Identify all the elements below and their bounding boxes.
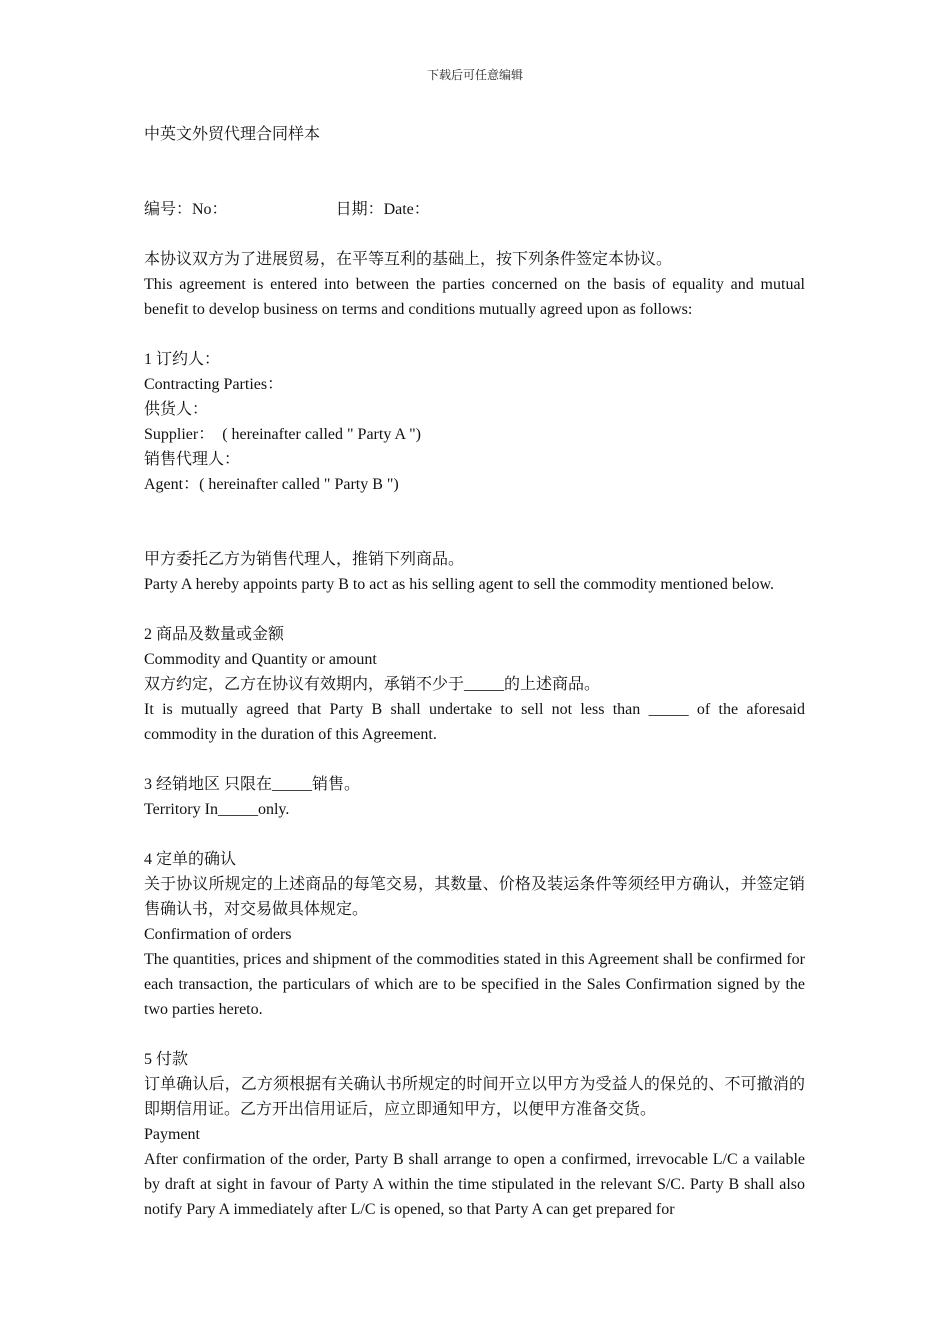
section1-heading-en: Contracting Parties： <box>144 376 284 393</box>
section5-heading-cn: 5 付款 <box>144 1051 189 1068</box>
section5-body-cn: 订单确认后，乙方须根据有关确认书所规定的时间开立以甲方为受益人的保兑的、不可撤消的即期信用证。乙方开出信用证后，应立即通知甲方，以便甲方准备交货。 <box>144 1076 805 1118</box>
appoint-en: Party A hereby appoints party B to act as his selling agent to sell the commodity mentioned below. <box>144 576 774 593</box>
section4-body-en: The quantities, prices and shipment of the commodities stated in this Agreement shall be confirmed for each transaction, the particulars of which are to be specified in the Sales Confirmation signed by the two parties hereto. <box>144 951 805 1018</box>
section4-body-cn: 关于协议所规定的上述商品的每笔交易，其数量、价格及装运条件等须经甲方确认，并签定销售确认书，对交易做具体规定。 <box>144 876 805 918</box>
spacer <box>144 597 805 622</box>
document-title: 中英文外贸代理合同样本 <box>144 126 321 143</box>
header-note: 下载后可任意编辑 <box>426 68 523 82</box>
section3-heading-cn: 3 经销地区 只限在_____销售。 <box>144 776 361 793</box>
date-label: 日期：Date： <box>335 201 430 218</box>
supplier-en: Supplier： ( hereinafter called " Party A ") <box>144 426 421 443</box>
appoint-cn: 甲方委托乙方为销售代理人，推销下列商品。 <box>144 551 465 568</box>
section5-heading-en: Payment <box>144 1126 200 1143</box>
intro-cn: 本协议双方为了进展贸易，在平等互利的基础上，按下列条件签定本协议。 <box>144 251 673 268</box>
spacer <box>144 822 805 847</box>
section4-heading-cn: 4 定单的确认 <box>144 851 237 868</box>
supplier-cn: 供货人： <box>144 401 209 418</box>
section5-body-en: After confirmation of the order, Party B shall arrange to open a confirmed, irrevocable L/C a vailable by draft at sight in favour of Party A within the time stipulated in the relevant S/C. Party B shall also notify Pary A immediately after L/C is opened, so that Party A can get prepared for <box>144 1151 805 1218</box>
section3-heading-en: Territory In_____only. <box>144 801 290 818</box>
section2-body-en: It is mutually agreed that Party B shall undertake to sell not less than _____ of the aforesaid commodity in the duration of this Agreement. <box>144 701 805 743</box>
agent-en: Agent：( hereinafter called " Party B ") <box>144 476 399 493</box>
section2-heading-en: Commodity and Quantity or amount <box>144 651 377 668</box>
agent-cn: 销售代理人： <box>144 451 241 468</box>
number-label: 编号：No： <box>144 201 228 218</box>
spacer <box>144 322 805 347</box>
section2-body-cn: 双方约定，乙方在协议有效期内，承销不少于_____的上述商品。 <box>144 676 601 693</box>
document-body <box>144 122 805 1222</box>
section4-heading-en: Confirmation of orders <box>144 926 292 943</box>
spacer <box>144 497 805 547</box>
spacer <box>144 1022 805 1047</box>
section2-heading-cn: 2 商品及数量或金额 <box>144 626 285 643</box>
meta-line <box>144 197 805 222</box>
intro-en: This agreement is entered into between the parties concerned on the basis of equality and mutual benefit to develop business on terms and conditions mutually agreed upon as follows: <box>144 276 805 318</box>
spacer <box>144 747 805 772</box>
section1-heading-cn: 1 订约人： <box>144 351 221 368</box>
